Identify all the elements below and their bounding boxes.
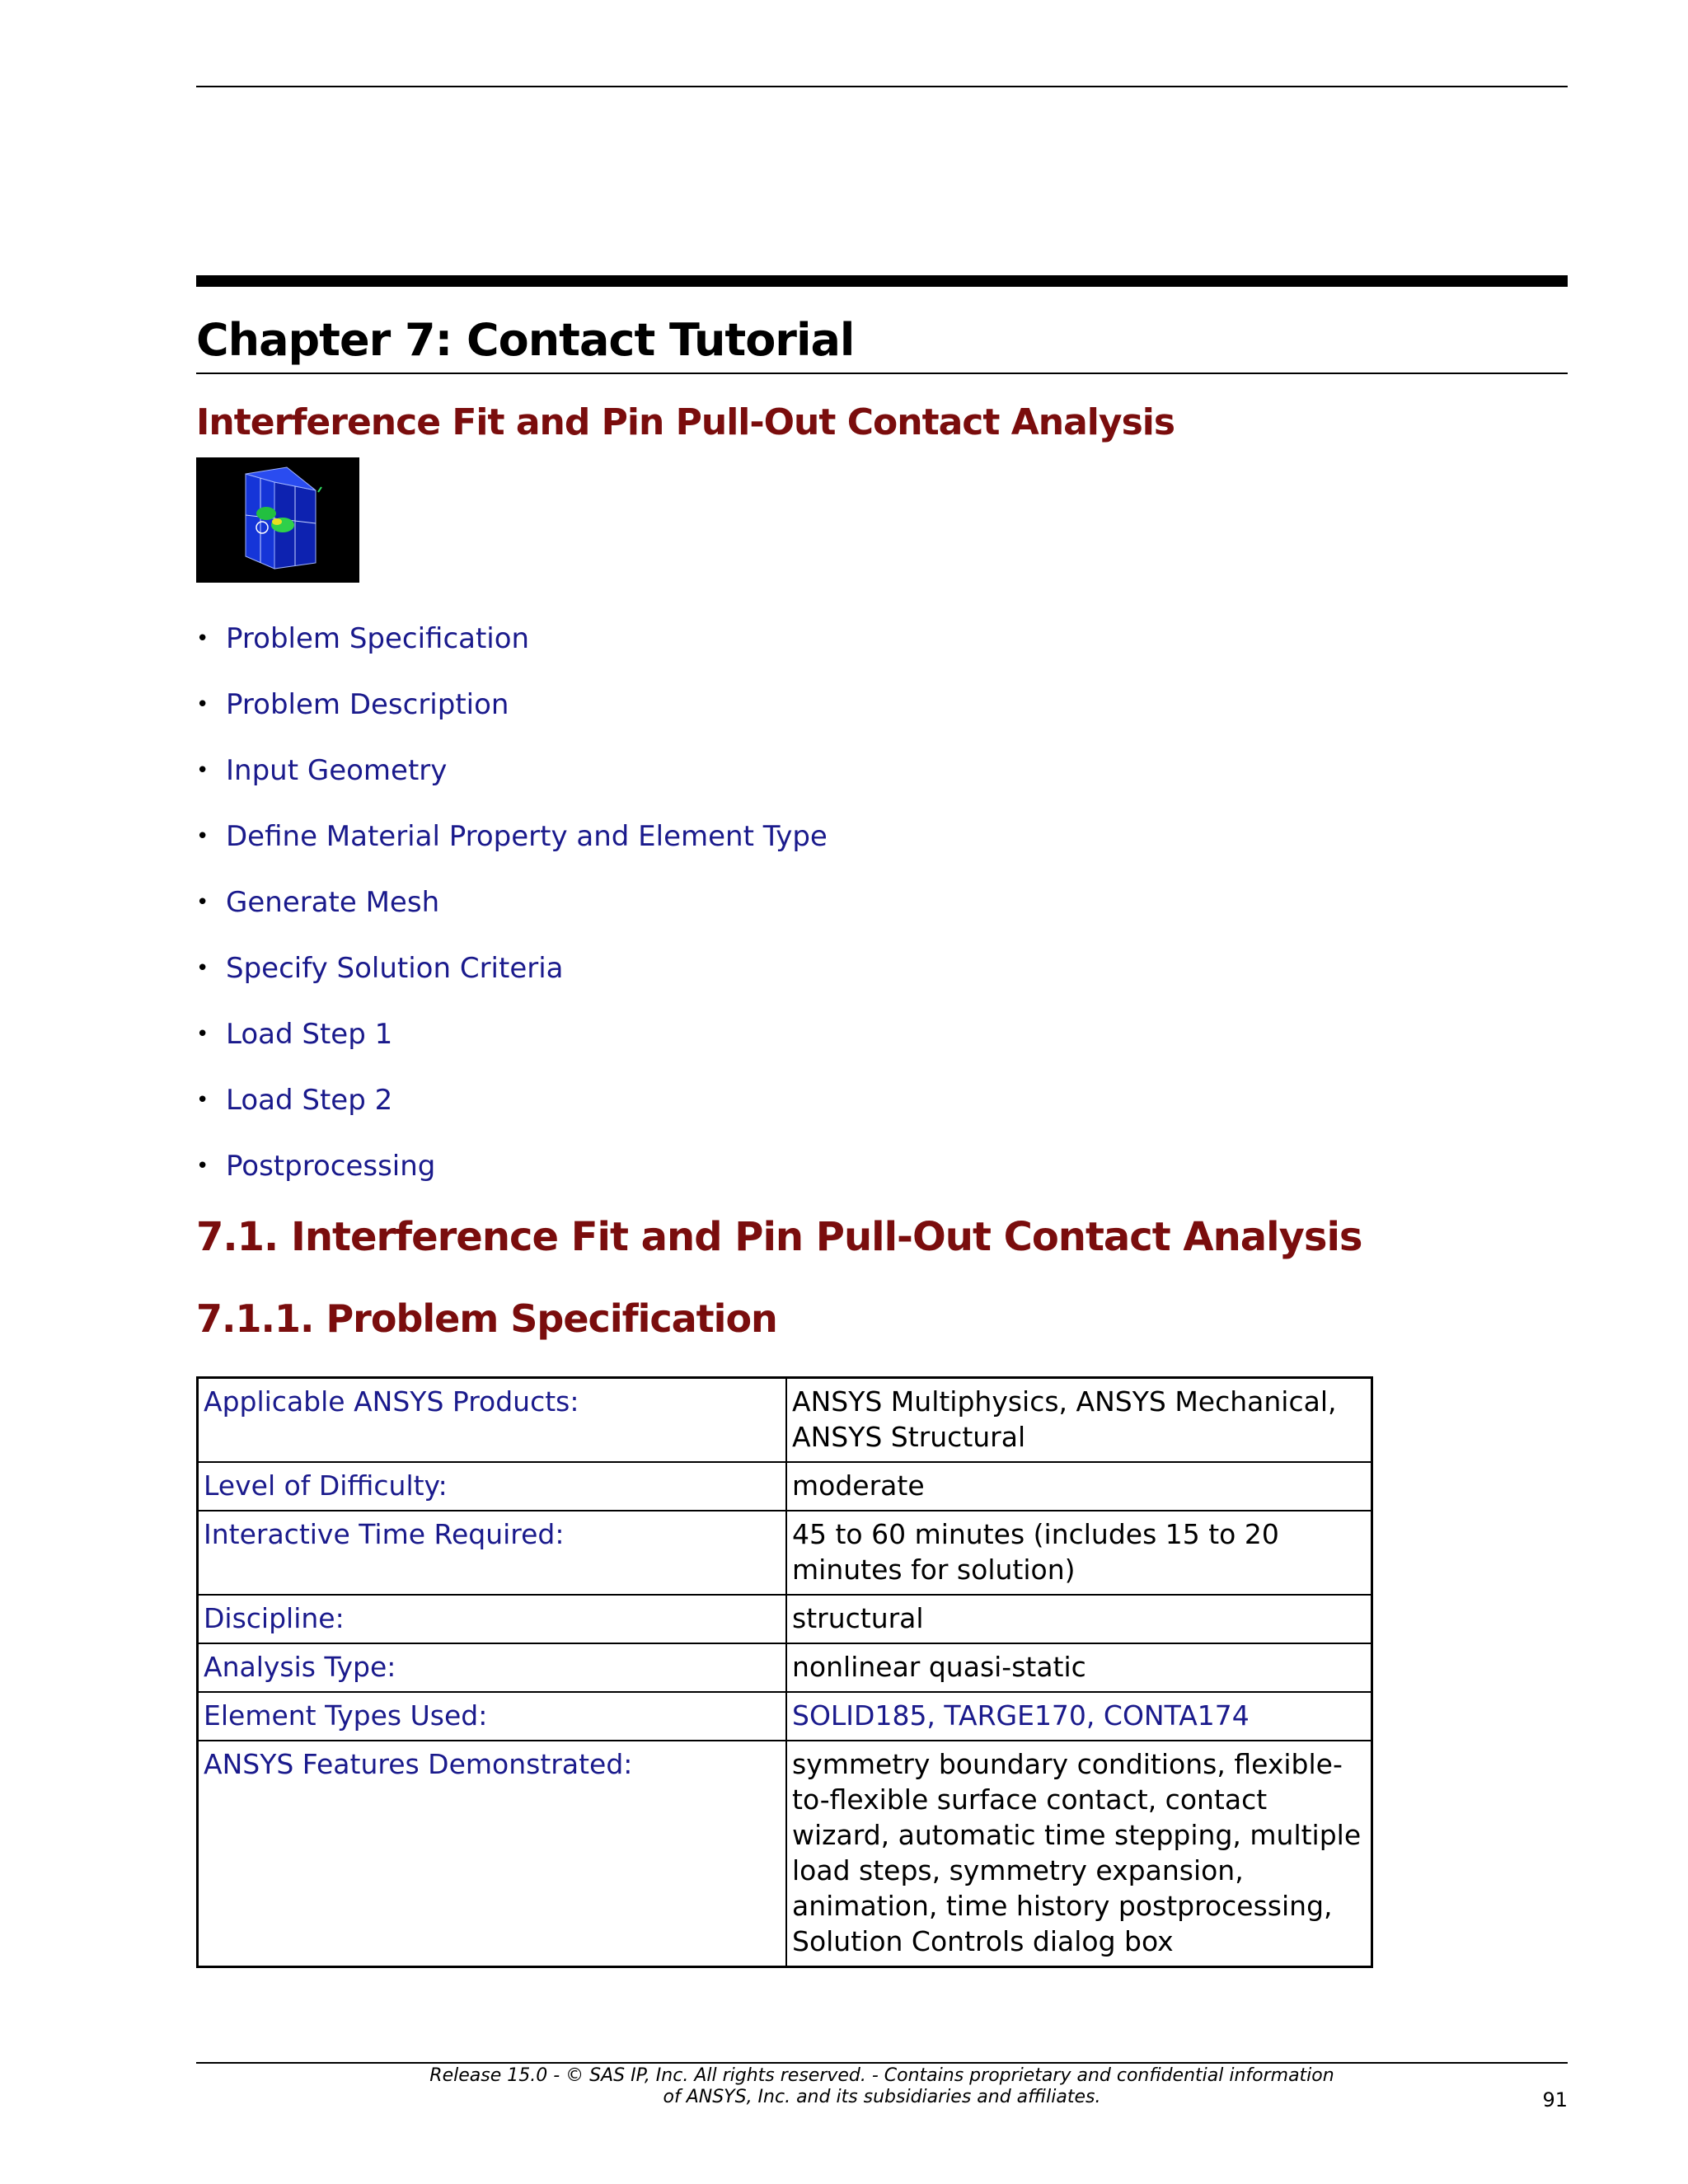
spec-key[interactable]: Interactive Time Required: bbox=[198, 1511, 787, 1595]
bullet-icon: • bbox=[196, 626, 209, 651]
toc-link[interactable]: Generate Mesh bbox=[226, 886, 440, 919]
chapter-underline bbox=[196, 373, 1568, 374]
section-title: Interference Fit and Pin Pull-Out Contact Analysis bbox=[196, 401, 1175, 443]
spec-key[interactable]: Element Types Used: bbox=[198, 1692, 787, 1741]
toc-item[interactable] bbox=[196, 882, 828, 948]
toc-list bbox=[196, 618, 828, 1212]
table-row bbox=[198, 1511, 1372, 1595]
footer-copyright bbox=[196, 2065, 1568, 2108]
heading-7-1-1: 7.1.1. Problem Specification bbox=[196, 1296, 777, 1341]
toc-link[interactable]: Load Step 2 bbox=[226, 1084, 393, 1117]
table-row bbox=[198, 1378, 1372, 1463]
toc-item[interactable] bbox=[196, 816, 828, 882]
spec-value: moderate bbox=[786, 1462, 1372, 1511]
toc-item[interactable] bbox=[196, 948, 828, 1014]
spec-value: 45 to 60 minutes (includes 15 to 20 minutes for solution) bbox=[786, 1511, 1372, 1595]
toc-link[interactable]: Define Material Property and Element Type bbox=[226, 820, 828, 853]
bullet-icon: • bbox=[196, 956, 209, 981]
spec-key[interactable]: Level of Difficulty: bbox=[198, 1462, 787, 1511]
toc-item[interactable] bbox=[196, 618, 828, 684]
bullet-icon: • bbox=[196, 1154, 209, 1179]
bullet-icon: • bbox=[196, 1088, 209, 1113]
toc-item[interactable] bbox=[196, 684, 828, 750]
spec-value: ANSYS Multiphysics, ANSYS Mechanical, ANSYS Structural bbox=[786, 1378, 1372, 1463]
bullet-icon: • bbox=[196, 1022, 209, 1047]
footer-line-1: Release 15.0 - © SAS IP, Inc. All rights reserved. - Contains proprietary and confidential information bbox=[429, 2065, 1334, 2086]
spec-value: nonlinear quasi-static bbox=[786, 1643, 1372, 1692]
top-rule bbox=[196, 86, 1568, 87]
table-row bbox=[198, 1741, 1372, 1967]
table-row bbox=[198, 1692, 1372, 1741]
toc-link[interactable]: Problem Specification bbox=[226, 622, 530, 655]
chapter-title: Chapter 7: Contact Tutorial bbox=[196, 314, 855, 366]
table-row bbox=[198, 1595, 1372, 1643]
bullet-icon: • bbox=[196, 758, 209, 783]
toc-link[interactable]: Problem Description bbox=[226, 688, 509, 721]
model-thumbnail-image bbox=[196, 457, 359, 583]
table-row bbox=[198, 1643, 1372, 1692]
spec-key[interactable]: Applicable ANSYS Products: bbox=[198, 1378, 787, 1463]
toc-item[interactable] bbox=[196, 1146, 828, 1212]
spec-key[interactable]: ANSYS Features Demonstrated: bbox=[198, 1741, 787, 1967]
chapter-thick-rule bbox=[196, 275, 1568, 287]
toc-item[interactable] bbox=[196, 1014, 828, 1080]
toc-link[interactable]: Postprocessing bbox=[226, 1150, 436, 1183]
heading-7-1: 7.1. Interference Fit and Pin Pull-Out Contact Analysis bbox=[196, 1214, 1362, 1260]
toc-item[interactable] bbox=[196, 750, 828, 816]
toc-link[interactable]: Specify Solution Criteria bbox=[226, 952, 564, 985]
spec-value: symmetry boundary conditions, flexible-to-flexible surface contact, contact wizard, automatic time stepping, multiple load steps, symmetry expansion, animation, time history postprocessing, Solution Controls dialog box bbox=[786, 1741, 1372, 1967]
spec-value-links[interactable]: SOLID185, TARGE170, CONTA174 bbox=[786, 1692, 1372, 1741]
toc-link[interactable]: Input Geometry bbox=[226, 754, 448, 787]
bullet-icon: • bbox=[196, 890, 209, 915]
spec-key[interactable]: Analysis Type: bbox=[198, 1643, 787, 1692]
page-number: 91 bbox=[1542, 2088, 1568, 2111]
footer-line-2: of ANSYS, Inc. and its subsidiaries and affiliates. bbox=[663, 2087, 1101, 2107]
footer-rule bbox=[196, 2062, 1568, 2064]
toc-item[interactable] bbox=[196, 1080, 828, 1146]
problem-spec-table bbox=[196, 1376, 1373, 1968]
spec-key[interactable]: Discipline: bbox=[198, 1595, 787, 1643]
bullet-icon: • bbox=[196, 824, 209, 849]
bullet-icon: • bbox=[196, 692, 209, 717]
toc-link[interactable]: Load Step 1 bbox=[226, 1018, 393, 1051]
spec-value: structural bbox=[786, 1595, 1372, 1643]
table-row bbox=[198, 1462, 1372, 1511]
